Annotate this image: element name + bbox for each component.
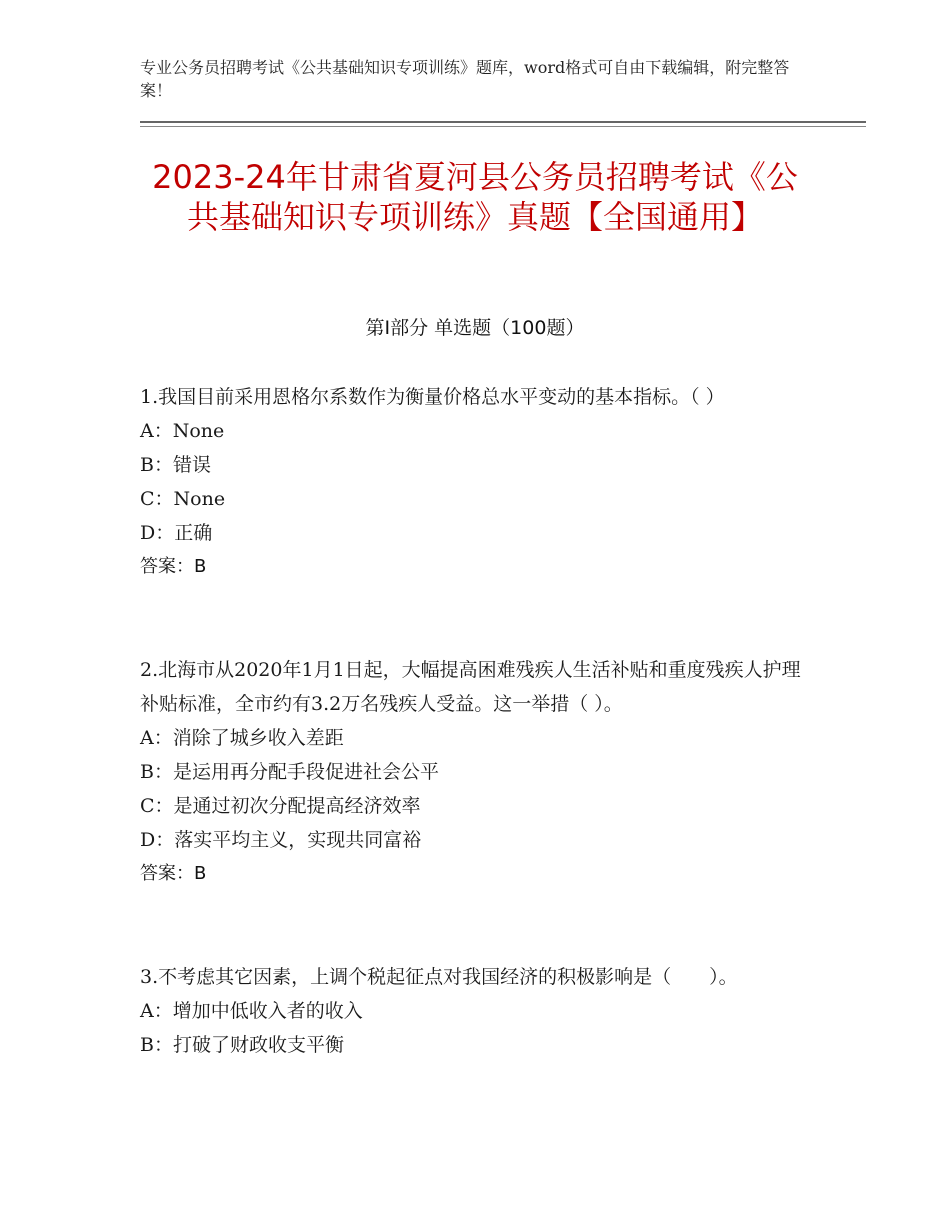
section-heading: 第Ⅰ部分 单选题（100题） xyxy=(365,317,585,339)
header-divider-thin xyxy=(140,126,866,127)
document-title: 2023-24年甘肃省夏河县公务员招聘考试《公共基础知识专项训练》真题【全国通用】 xyxy=(152,158,798,236)
question-3 xyxy=(140,960,810,1062)
question-stem: 2.北海市从2020年1月1日起，大幅提高困难残疾人生活补贴和重度残疾人护理补贴标准，全市约有3.2万名残疾人受益。这一举措（ ）。 xyxy=(140,659,801,715)
header-note: 专业公务员招聘考试《公共基础知识专项训练》题库，word格式可自由下载编辑，附完整答案！ xyxy=(140,58,790,100)
answer: 答案：B xyxy=(140,556,207,577)
option-a: A：None xyxy=(140,420,225,442)
option-b: B：打破了财政收支平衡 xyxy=(140,1034,344,1056)
header-divider xyxy=(140,121,866,123)
option-b: B：是运用再分配手段促进社会公平 xyxy=(140,761,439,783)
option-c: C：是通过初次分配提高经济效率 xyxy=(140,795,421,817)
answer: 答案：B xyxy=(140,863,207,884)
option-b: B：错误 xyxy=(140,454,211,476)
question-2 xyxy=(140,653,810,891)
question-stem: 3.不考虑其它因素，上调个税起征点对我国经济的积极影响是（ ）。 xyxy=(140,966,738,988)
option-d: D：正确 xyxy=(140,522,213,544)
option-a: A：消除了城乡收入差距 xyxy=(140,727,344,749)
option-a: A：增加中低收入者的收入 xyxy=(140,1000,363,1022)
question-stem: 1.我国目前采用恩格尔系数作为衡量价格总水平变动的基本指标。（ ） xyxy=(140,386,725,408)
question-1 xyxy=(140,380,810,584)
option-c: C：None xyxy=(140,488,226,510)
option-d: D：落实平均主义，实现共同富裕 xyxy=(140,829,422,851)
